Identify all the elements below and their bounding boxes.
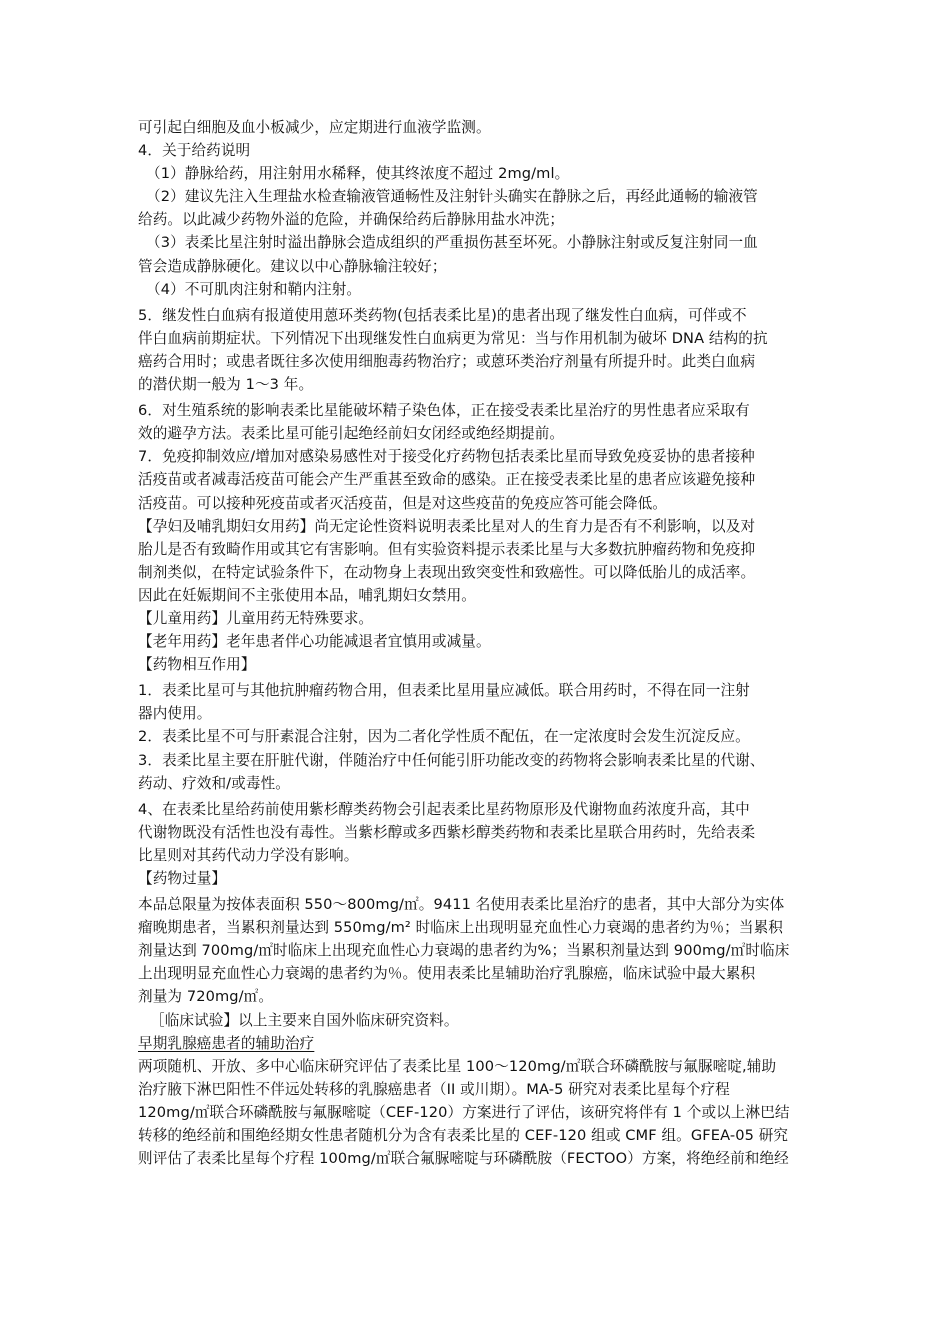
text-line: 伴白血病前期症状。下列情况下出现继发性白血病更为常见：当与作用机制为破坏 DNA 结构的抗 bbox=[138, 329, 768, 347]
text-line: 因此在妊娠期间不主张使用本品，哺乳期妇女禁用。 bbox=[138, 586, 476, 604]
text-line: 本品总限量为按体表面积 550～800mg/㎡。9411 名使用表柔比星治疗的患者，其中大部分为实体 bbox=[138, 896, 785, 914]
text-line: 治疗腋下淋巴阳性不伴远处转移的乳腺癌患者（II 或川期）。MA-5 研究对表柔比星每个疗程 bbox=[138, 1080, 730, 1098]
text-line: 【孕妇及哺乳期妇女用药】尚无定论性资料说明表柔比星对人的生育力是否有不利影响，以及对 bbox=[138, 517, 756, 535]
subsection-heading: 早期乳腺癌患者的辅助治疗 bbox=[138, 1034, 315, 1052]
text-line: 7．免疫抑制效应/增加对感染易感性对于接受化疗药物包括表柔比星而导致免疫妥协的患者接种 bbox=[138, 448, 755, 466]
text-line: （1）静脉给药，用注射用水稀释，使其终浓度不超过 2mg/ml。 bbox=[146, 165, 570, 183]
text-line: 活疫苗或者减毒活疫苗可能会产生严重甚至致命的感染。正在接受表柔比星的患者应该避免接种 bbox=[138, 471, 756, 489]
section-heading: 【药物过量】 bbox=[138, 870, 227, 887]
text-line: 代谢物既没有活性也没有毒性。当紫杉醇或多西紫杉醇类药物和表柔比星联合用药时，先给表柔 bbox=[138, 823, 756, 841]
text-line: （4）不可肌肉注射和鞘内注射。 bbox=[146, 280, 362, 298]
text-line: 比星则对其药代动力学没有影响。 bbox=[138, 846, 359, 864]
text-line: 3．表柔比星主要在肝脏代谢，伴随治疗中任何能引肝功能改变的药物将会影响表柔比星的代谢、 bbox=[138, 751, 765, 769]
text-line: 效的避孕方法。表柔比星可能引起绝经前妇女闭经或绝经期提前。 bbox=[138, 425, 565, 443]
section-heading: 4．关于给药说明 bbox=[138, 142, 251, 160]
text-line: 1．表柔比星可与其他抗肿瘤药物合用，但表柔比星用量应减低。联合用药时，不得在同一注射 bbox=[138, 682, 750, 700]
text-line: 器内使用。 bbox=[138, 705, 212, 723]
section-heading: 【老年用药】老年患者伴心功能减退者宜慎用或减量。 bbox=[138, 633, 491, 651]
text-line: 5．继发性白血病有报道使用蒽环类药物(包括表柔比星)的患者出现了继发性白血病，可伴或不 bbox=[138, 306, 747, 324]
text-line: 瘤晚期患者，当累积剂量达到 550mg/m² 时临床上出现明显充血性心力衰竭的患者约为％；当累积 bbox=[138, 919, 783, 937]
text-line: 6．对生殖系统的影响表柔比星能破坏精子染色体，正在接受表柔比星治疗的男性患者应采取有 bbox=[138, 402, 750, 420]
text-line: 药动、疗效和/或毒性。 bbox=[138, 774, 290, 792]
text-line: 2．表柔比星不可与肝素混合注射，因为二者化学性质不配伍，在一定浓度时会发生沉淀反应。 bbox=[138, 728, 750, 746]
text-line: 活疫苗。可以接种死疫苗或者灭活疫苗，但是对这些疫苗的免疫应答可能会降低。 bbox=[138, 494, 667, 512]
text-line: 管会造成静脉硬化。建议以中心静脉输注较好； bbox=[138, 257, 447, 275]
text-line: 两项随机、开放、多中心临床研究评估了表柔比星 100～120mg/㎡联合环磷酰胺与氟脲嘧啶,辅助 bbox=[138, 1057, 777, 1075]
text-line: 可引起白细胞及血小板减少，应定期进行血液学监测。 bbox=[138, 119, 491, 136]
text-line: 癌药合用时；或患者既往多次使用细胞毒药物治疗；或蒽环类治疗剂量有所提升时。此类白血病 bbox=[138, 352, 756, 370]
text-line: 给药。以此减少药物外溢的危险，并确保给药后静脉用盐水冲洗； bbox=[138, 211, 565, 229]
text-line: 则评估了表柔比星每个疗程 100mg/㎡联合氟脲嘧啶与环磷酰胺（FECTOO）方案，将绝经前和绝经 bbox=[138, 1150, 789, 1168]
text-line: 胎儿是否有致畸作用或其它有害影响。但有实验资料提示表柔比星与大多数抗肿瘤药物和免疫抑 bbox=[138, 540, 756, 558]
text-line: 转移的绝经前和围绝经期女性患者随机分为含有表柔比星的 CEF-120 组或 CMF 组。GFEA-05 研究 bbox=[138, 1127, 789, 1145]
document-body bbox=[138, 116, 878, 1170]
text-line: 剂量达到 700mg/㎡时临床上出现充血性心力衰竭的患者约为%；当累积剂量达到 900mg/㎡时临床 bbox=[138, 942, 790, 960]
text-line: 上出现明显充血性心力衰竭的患者约为％。使用表柔比星辅助治疗乳腺癌，临床试验中最大累积 bbox=[138, 965, 756, 983]
text-line: （2）建议先注入生理盐水检查输液管通畅性及注射针头确实在静脉之后，再经此通畅的输液管 bbox=[146, 188, 758, 206]
text-line: 120mg/㎡联合环磷酰胺与氟脲嘧啶（CEF-120）方案进行了评估，该研究将伴有 1 个或以上淋巴结 bbox=[138, 1103, 790, 1121]
section-heading: 【儿童用药】儿童用药无特殊要求。 bbox=[138, 609, 374, 627]
section-heading: 【药物相互作用】 bbox=[138, 656, 256, 674]
text-line: 剂量为 720mg/㎡。 bbox=[138, 988, 274, 1006]
text-line: 制剂类似，在特定试验条件下，在动物身上表现出致突变性和致癌性。可以降低胎儿的成活率。 bbox=[138, 563, 756, 581]
section-heading: ［临床试验】以上主要来自国外临床研究资料。 bbox=[150, 1011, 459, 1029]
text-line: 的潜伏期一般为 1～3 年。 bbox=[138, 376, 314, 394]
text-line: （3）表柔比星注射时溢出静脉会造成组织的严重损伤甚至坏死。小静脉注射或反复注射同一血 bbox=[146, 234, 758, 252]
text-line: 4、在表柔比星给药前使用紫杉醇类药物会引起表柔比星药物原形及代谢物血药浓度升高，其中 bbox=[138, 800, 750, 818]
